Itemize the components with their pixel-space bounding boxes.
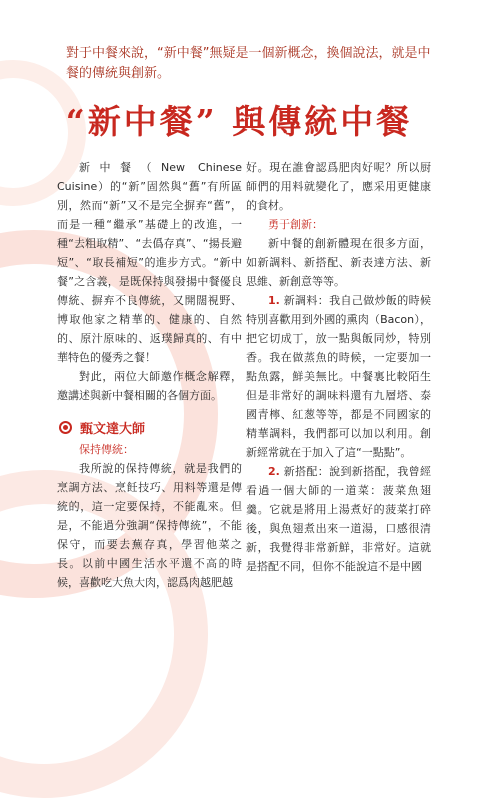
closing-paragraph: 對此，兩位大師邀作概念解釋，邀講述與新中餐相關的各個方面。 (57, 370, 242, 402)
right-column (246, 158, 431, 576)
point-number: 2. (268, 465, 280, 478)
left-column (57, 158, 242, 592)
chef-name: 甄文達大師 (80, 422, 146, 437)
point-text: 新調料：我自己做炒飯的時候特別喜歡用到外國的熏肉（Bacon），把它切成丁，放一點與飯同炒，特別香。我在做蒸魚的時候，一定要加一點魚露，鮮美無比。中餐裏比較陌生但是非常好的調味料還有九層塔、泰國青檸、紅葱等等，都是不同國家的精華調料，我們都可以加以利用。創新經常就在于加入了這“一點點”。 (246, 294, 432, 459)
bullet-circle-icon (59, 421, 72, 434)
innovation-point (246, 462, 431, 576)
section-title-innovation: 勇于創新： (268, 218, 323, 231)
innovation-intro: 新中餐的創新體現在很多方面，如新調料、新搭配、新表達方法、新思維、新創意等等。 (246, 237, 431, 288)
point-number: 1. (268, 294, 280, 307)
section-title-tradition: 保持傳統： (79, 443, 134, 456)
innovation-point (246, 291, 431, 462)
continued-paragraph: 好。現在誰會認爲肥肉好呢？所以厨師們的用料就變化了，應采用更健康的食材。 (246, 161, 431, 212)
tradition-paragraph: 我所說的保持傳統，就是我們的烹調方法、烹飪技巧、用料等還是傳統的，這一定要保持，不能亂來。但是，不能過分強調“保持傳統”，不能保守，而要去蕪存真，學習他菜之長。以前中國生活水平還不高的時候，喜歡吃大魚大肉，認爲肉越肥越 (57, 462, 242, 589)
intro-paragraph: 新中餐（New Chinese Cuisine）的“新”固然與“舊”有所區別，然而“新”又不是完全摒弃“舊”，而是一種“繼承”基礎上的改進，一種“去粗取精”、“去僞存真”、“揚長避短”、“取長補短”的進步方式。“新中餐”之含義，是既保持與發揚中餐優良傳統、摒弃不良傳統，又開闊視野、博取他家之精華的、健康的、自然的、原汁原味的、返璞歸真的、有中華特色的優秀之餐！ (57, 161, 242, 364)
page-title: “新中餐” 與傳統中餐 (65, 102, 413, 141)
chef-heading (57, 420, 242, 440)
point-text: 新搭配：說到新搭配，我曾經看過一個大師的一道菜：菠菜魚翅羹。它就是將用上湯煮好的菠菜打碎後，與魚翅煮出來一道湯，口感很清新，我覺得非常新鮮，非常好。這就是搭配不同，但你不能說這不是中國 (246, 465, 432, 573)
lead-paragraph: 對于中餐來說，“新中餐”無疑是一個新概念，換個說法，就是中餐的傳統與創新。 (66, 46, 431, 81)
